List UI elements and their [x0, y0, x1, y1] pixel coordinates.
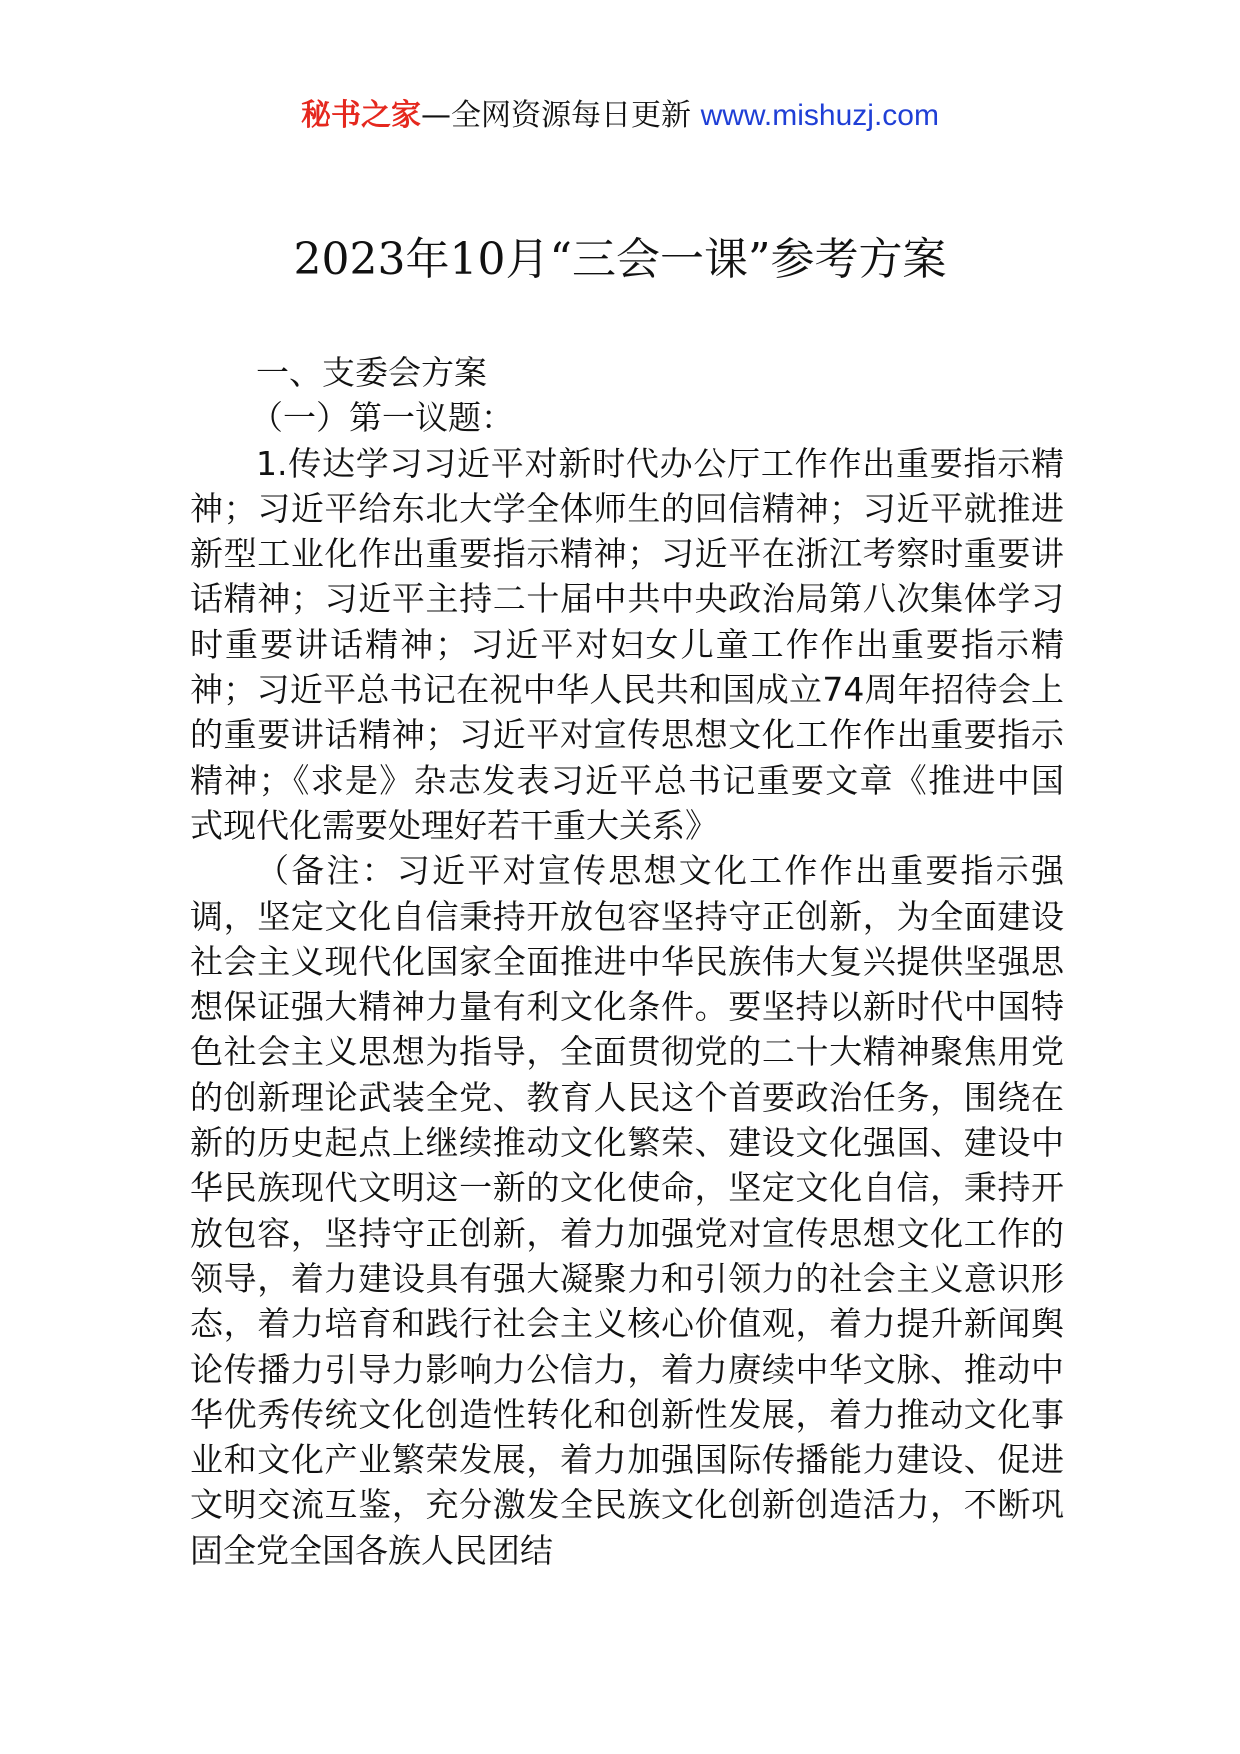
header-slogan: —全网资源每日更新	[421, 98, 692, 133]
agenda-item-paragraph: 1.传达学习习近平对新时代办公厅工作作出重要指示精神；习近平给东北大学全体师生的回信精神；习近平就推进新型工业化作出重要指示精神；习近平在浙江考察时重要讲话精神；习近平主持二十届中共中央政治局第八次集体学习时重要讲话精神；习近平对妇女儿童工作作出重要指示精神；习近平总书记在祝中华人民共和国成立74周年招待会上的重要讲话精神；习近平对宣传思想文化工作作出重要指示精神；《求是》杂志发表习近平总书记重要文章《推进中国式现代化需要处理好若干重大关系》	[190, 443, 1064, 845]
note-paragraph: （备注：习近平对宣传思想文化工作作出重要指示强调，坚定文化自信秉持开放包容坚持守正创新，为全面建设社会主义现代化国家全面推进中华民族伟大复兴提供坚强思想保证强大精神力量有利文化条件。要坚持以新时代中国特色社会主义思想为指导，全面贯彻党的二十大精神聚焦用党的创新理论武装全党、教育人民这个首要政治任务，围绕在新的历史起点上继续推动文化繁荣、建设文化强国、建设中华民族现代文明这一新的文化使命，坚定文化自信，秉持开放包容，坚持守正创新，着力加强党对宣传思想文化工作的领导，着力建设具有强大凝聚力和引领力的社会主义意识形态，着力培育和践行社会主义核心价值观，着力提升新闻舆论传播力引导力影响力公信力，着力赓续中华文脉、推动中华优秀传统文化创造性转化和创新性发展，着力推动文化事业和文化产业繁荣发展，着力加强国际传播能力建设、促进文明交流互鉴，充分激发全民族文化创新创造活力，不断巩固全党全国各族人民团结	[190, 851, 1064, 1570]
document-body	[190, 350, 1064, 1573]
brand-name: 秘书之家	[301, 98, 422, 133]
document-title: 2023年10月“三会一课”参考方案	[293, 234, 947, 285]
section-heading: 一、支委会方案	[256, 353, 487, 392]
subsection-heading: （一）第一议题：	[250, 398, 514, 438]
site-url-link[interactable]: www.mishuzj.com	[700, 99, 939, 132]
site-header	[0, 96, 1240, 136]
